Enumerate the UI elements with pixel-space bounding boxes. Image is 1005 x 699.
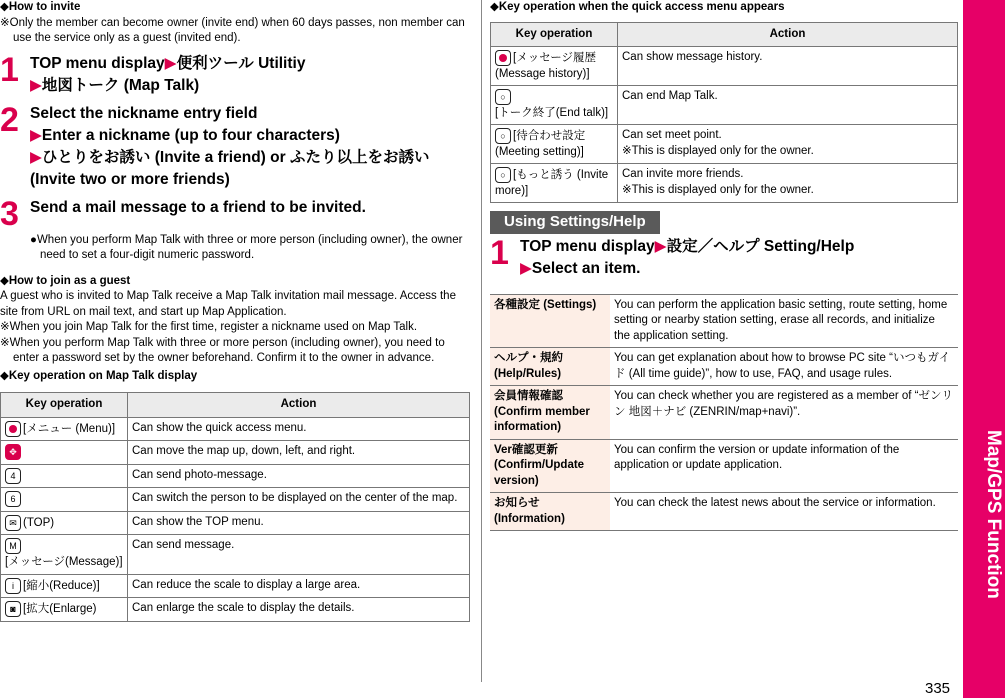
table-row	[491, 164, 958, 203]
action-cell: Can show the quick access menu.	[128, 417, 470, 441]
action-cell: Can set meet point.	[622, 129, 722, 142]
setting-label: お知らせ (Information)	[490, 493, 610, 531]
owner-note: ※This is displayed only for the owner.	[622, 183, 814, 196]
setting-description: You can get explanation about how to browse PC site “いつもガイド (All time guide)”, how to use, FAQ, and usage rules.	[610, 348, 958, 386]
table-row	[491, 125, 958, 164]
owner-note: ※This is displayed only for the owner.	[622, 144, 814, 157]
left-column	[0, 0, 470, 622]
column-divider	[481, 0, 482, 682]
step-line: ▶地図トーク (Map Talk)	[30, 76, 200, 94]
action-cell: Can send message.	[128, 535, 470, 574]
key-label: [トーク終了(End talk)]	[495, 106, 609, 119]
clear-key-icon: ○	[495, 89, 511, 105]
column-header: Key operation	[491, 22, 618, 47]
action-cell: Can show the TOP menu.	[128, 511, 470, 535]
arrow-icon: ▶	[654, 237, 667, 255]
table-row	[1, 464, 470, 488]
action-cell: Can move the map up, down, left, and right.	[128, 441, 470, 465]
key-label: [メッセージ(Message)]	[5, 555, 123, 568]
table-row	[1, 511, 470, 535]
setting-description: You can check the latest news about the service or information.	[610, 493, 958, 531]
step-line: ▶Enter a nickname (up to four characters)	[30, 126, 340, 144]
guest-note: ※When you join Map Talk for the first time, register a nickname used on Map Talk.	[0, 321, 418, 334]
action-cell: Can reduce the scale to display a large area.	[128, 574, 470, 598]
setting-description: You can check whether you are registered as a member of “ゼンリン 地図＋ナビ (ZENRIN/map+navi)”.	[610, 386, 958, 440]
table-row	[1, 574, 470, 598]
table-row	[490, 348, 958, 386]
table-row	[1, 535, 470, 574]
key-label: [メッセージ履歴 (Message history)]	[495, 52, 597, 80]
step-number: 1	[490, 233, 509, 272]
table-row	[491, 86, 958, 125]
section-title: Using Settings/Help	[490, 211, 660, 233]
arrow-icon: ▶	[30, 76, 42, 94]
table-row	[490, 439, 958, 493]
step-line: ▶Select an item.	[520, 259, 641, 277]
map-talk-key-table	[0, 392, 470, 621]
step-line: Select the nickname entry field	[30, 104, 258, 122]
menu-key-icon	[5, 421, 21, 437]
table-row	[1, 598, 470, 622]
setting-label: ヘルプ・規約 (Help/Rules)	[490, 348, 610, 386]
quick-menu-heading: ◆Key operation when the quick access menu appears	[490, 1, 785, 13]
i-appli-key-icon: i	[5, 578, 21, 594]
table-row	[1, 488, 470, 512]
guest-paragraph: A guest who is invited to Map Talk receive a Map Talk invitation mail message. Access the site from URL on mail text, and start up Map Application.	[0, 290, 456, 318]
arrow-icon: ▶	[30, 126, 42, 144]
action-cell: Can end Map Talk.	[618, 86, 958, 125]
table-row	[490, 386, 958, 440]
step-number: 1	[0, 50, 19, 89]
key-4-icon: 4	[5, 468, 21, 484]
key-label: [メニュー (Menu)]	[23, 422, 116, 435]
column-header: Action	[128, 393, 470, 418]
key-operation-heading: ◆Key operation on Map Talk display	[0, 369, 198, 382]
right-column	[490, 0, 958, 531]
step-line: ▶ひとりをお誘い (Invite a friend) or ふたり以上をお誘い (Invite two or more friends)	[30, 148, 430, 188]
key-label: [拡大(Enlarge)	[23, 603, 97, 616]
left-soft-key-icon: ○	[495, 128, 511, 144]
guest-note: ※When you perform Map Talk with three or more person (including owner), you need to enter a password set by the owner beforehand. Confirm it to the owner in advance.	[0, 336, 445, 365]
step-3-bullet: ●When you perform Map Talk with three or more person (including owner), the owner need to set a four-digit numeric password.	[30, 233, 463, 262]
action-cell: Can send photo-message.	[128, 464, 470, 488]
table-row	[490, 493, 958, 531]
invite-note: ※Only the member can become owner (invite end) when 60 days passes, non member can use the service only as a guest (invited end).	[0, 16, 465, 45]
mail-key-icon: ✉	[5, 515, 21, 531]
invite-heading: ◆How to invite	[0, 1, 81, 13]
key-label: [もっと誘う (Invite more)]	[495, 169, 609, 197]
step-2	[0, 100, 470, 191]
setting-description: You can perform the application basic setting, route setting, home setting or nearby station setting, erase all records, and initialize the application setting.	[610, 294, 958, 348]
settings-step-1	[490, 233, 958, 280]
step-number: 3	[0, 194, 19, 233]
key-label: (TOP)	[23, 516, 55, 529]
settings-table	[490, 294, 958, 532]
menu-button-icon: M	[5, 538, 21, 554]
table-row	[490, 294, 958, 348]
setting-label: 各種設定 (Settings)	[490, 294, 610, 348]
action-cell: Can invite more friends.	[622, 168, 744, 181]
setting-description: You can confirm the version or update information of the application or update application.	[610, 439, 958, 493]
key-label: [待合わせ設定 (Meeting setting)]	[495, 130, 586, 158]
directional-key-icon: ✥	[5, 444, 21, 460]
action-cell: Can show message history.	[618, 47, 958, 86]
action-cell: Can switch the person to be displayed on the center of the map.	[128, 488, 470, 512]
quick-menu-key-table	[490, 22, 958, 204]
setting-label: 会員情報確認 (Confirm member information)	[490, 386, 610, 440]
step-line: TOP menu display▶設定／ヘルプ Setting/Help	[520, 237, 855, 255]
table-row	[1, 417, 470, 441]
column-header: Action	[618, 22, 958, 47]
sidebar-label: Map/GPS Function	[983, 430, 1004, 599]
arrow-icon: ▶	[30, 148, 42, 166]
arrow-icon: ▶	[164, 54, 177, 72]
table-row	[1, 441, 470, 465]
action-cell: Can enlarge the scale to display the details.	[128, 598, 470, 622]
setting-label: Ver確認更新 (Confirm/Update version)	[490, 439, 610, 493]
page-number: 335	[925, 680, 951, 697]
column-header: Key operation	[1, 393, 128, 418]
right-soft-key-icon: ○	[495, 167, 511, 183]
step-line: TOP menu display▶便利ツール Utilitiy	[30, 54, 306, 72]
guest-heading: ◆How to join as a guest	[0, 274, 131, 287]
step-number: 2	[0, 100, 19, 139]
step-3	[0, 194, 470, 233]
step-line: Send a mail message to a friend to be invited.	[30, 198, 366, 216]
key-label: [縮小(Reduce)]	[23, 579, 100, 592]
arrow-icon: ▶	[520, 259, 532, 277]
menu-key-icon	[495, 50, 511, 66]
camera-key-icon: ◙	[5, 601, 21, 617]
step-1	[0, 50, 470, 97]
key-6-icon: 6	[5, 491, 21, 507]
table-row	[491, 47, 958, 86]
